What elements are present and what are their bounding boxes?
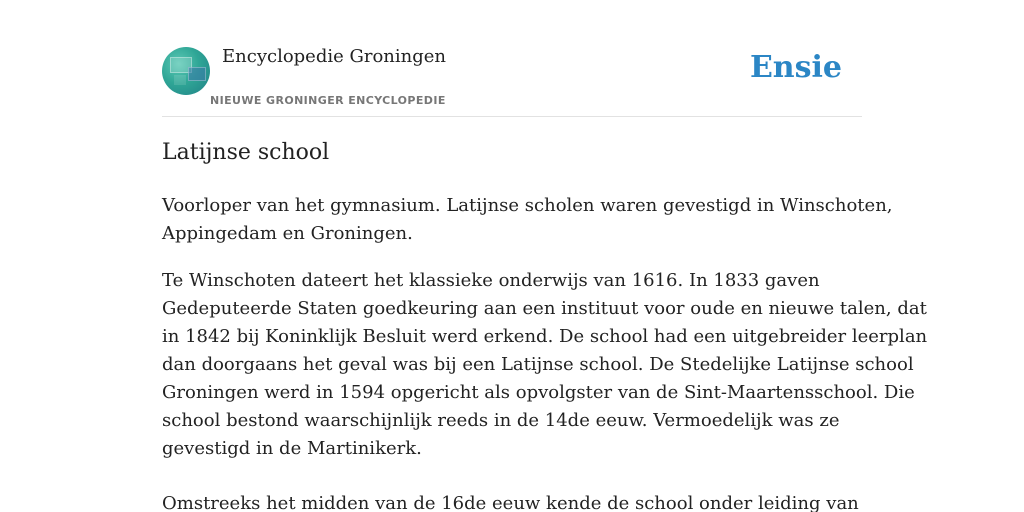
site-header bbox=[162, 0, 862, 117]
logo-pane bbox=[174, 75, 186, 85]
text-line: Te Winschoten dateert het klassieke onderwijs van 1616. In 1833 gaven bbox=[162, 270, 820, 291]
paragraph bbox=[162, 490, 859, 512]
article-title: Latijnse school bbox=[162, 140, 330, 165]
page bbox=[162, 0, 928, 512]
text-line: Gedeputeerde Staten goedkeuring aan een instituut voor oude en nieuwe talen, dat bbox=[162, 298, 927, 319]
site-title[interactable]: Encyclopedie Groningen bbox=[222, 46, 447, 67]
text-line: Voorloper van het gymnasium. Latijnse scholen waren gevestigd in Winschoten, bbox=[162, 195, 893, 216]
text-line: school bestond waarschijnlijk reeds in de 14de eeuw. Vermoedelijk was ze bbox=[162, 410, 840, 431]
paragraph bbox=[162, 192, 893, 248]
text-line: Omstreeks het midden van de 16de eeuw kende de school onder leiding van bbox=[162, 493, 859, 512]
encyclopedia-logo-icon[interactable] bbox=[162, 47, 210, 95]
site-subtitle: NIEUWE GRONINGER ENCYCLOPEDIE bbox=[210, 94, 446, 107]
paragraph bbox=[162, 267, 927, 463]
logo-pane bbox=[188, 67, 206, 81]
text-line: in 1842 bij Koninklijk Besluit werd erkend. De school had een uitgebreider leerplan bbox=[162, 326, 928, 347]
text-line: Appingedam en Groningen. bbox=[162, 223, 413, 244]
text-line: Groningen werd in 1594 opgericht als opvolgster van de Sint-Maartensschool. Die bbox=[162, 382, 915, 403]
text-line: dan doorgaans het geval was bij een Latijnse school. De Stedelijke Latijnse school bbox=[162, 354, 914, 375]
brand-logo[interactable]: Ensie bbox=[749, 50, 842, 85]
text-line: gevestigd in de Martinikerk. bbox=[162, 438, 422, 459]
